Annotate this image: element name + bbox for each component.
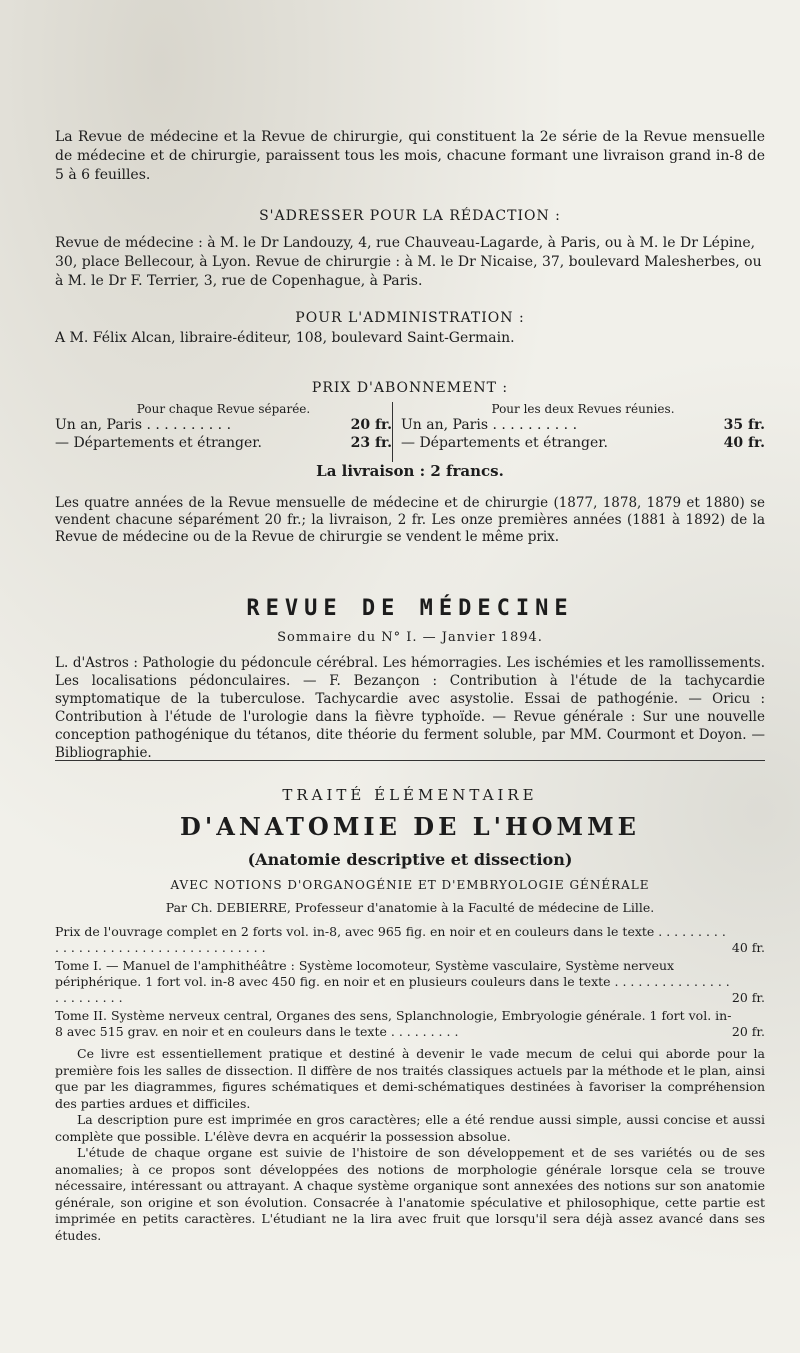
prix-row bbox=[55, 416, 392, 434]
price-list bbox=[55, 924, 765, 1040]
body-paragraph: L'étude de chaque organe est suivie de l'histoire de son développement et de ses variétés ou de ses anomalies; à ce propos sont développées des notions de morphologie générale lorsque cela se trouve nécessaire, intéressant ou attrayant. A chaque système organique sont annexées des notions sur son anatomie générale, son origine et son évolution. Consacrée à l'anatomie spéculative et philosophique, cette partie est imprimée en petits caractères. L'étudiant ne la lira avec fruit que lorsqu'il sera déjà assez avancé dans ses études. bbox=[55, 1145, 765, 1243]
prix-combined bbox=[401, 402, 765, 452]
prix-combined-subtitle: Pour les deux Revues réunies. bbox=[491, 402, 675, 416]
prix-label: — Départements et étranger. bbox=[55, 435, 262, 451]
prix-row bbox=[401, 434, 765, 452]
intro-paragraph: La Revue de médecine et la Revue de chirurgie, qui constituent la 2e série de la Revue mensuelle de médecine et de chirurgie, paraissent tous les mois, chacune formant une livraison grand in-8 de 5 à 6 feuilles. bbox=[55, 129, 765, 183]
price-description: Prix de l'ouvrage complet en 2 forts vol. in-8, avec 965 fig. en noir et en couleurs dans le texte . . . . . . . . . . . . . . . . . . . . . . . . . . . . . . . . . . . . bbox=[55, 924, 726, 955]
author-line: Par Ch. DEBIERRE, Professeur d'anatomie à la Faculté de médecine de Lille. bbox=[165, 900, 655, 915]
price-value: 20 fr. bbox=[731, 990, 765, 1005]
prix-value: 20 fr. bbox=[350, 417, 392, 433]
sommaire-text: L. d'Astros : Pathologie du pédoncule cérébral. Les hémorragies. Les ischémies et les ramollissements. Les localisations pédonculaires. — F. Bezançon : Contribution à l'étude de la tachycardie symptomatique de la tuberculose. Tachycardie avec asystolie. Essai de pathogénie. — Oricu : Contribution à l'étude de l'urologie dans la fièvre typhoïde. — Revue générale : Sur une nouvelle conception pathogénique du tétanos, dite théorie du ferment soluble, par MM. Courmont et Doyon. — Bibliographie. bbox=[55, 655, 765, 761]
price-row bbox=[55, 924, 765, 956]
prix-value: 23 fr. bbox=[350, 435, 392, 451]
price-description: Tome I. — Manuel de l'amphithéâtre : Système locomoteur, Système vasculaire, Système nerveux périphérique. 1 fort vol. in-8 avec 450 fig. en noir et en plusieurs couleurs dans le texte . . . . . . . . . . . . . . . . . . . . . . . . bbox=[55, 958, 730, 1005]
prix-separate bbox=[55, 402, 392, 452]
prix-label: Un an, Paris . . . . . . . . . . bbox=[401, 417, 578, 433]
prix-row bbox=[401, 416, 765, 434]
prix-heading: PRIX D'ABONNEMENT : bbox=[311, 380, 509, 396]
body-paragraph: Ce livre est essentiellement pratique et destiné à devenir le vade mecum de celui qui aborde pour la première fois les salles de dissection. Il diffère de nos traités classiques actuels par la méthode et le plan, ainsi que par les diagrammes, figures schématiques et demi-schématiques destinées à favoriser la compréhension des parties ardues et difficiles. bbox=[55, 1046, 765, 1111]
price-description: Tome II. Système nerveux central, Organes des sens, Splanchnologie, Embryologie générale. 1 fort vol. in-8 avec 515 grav. en noir et en couleurs dans le texte . . . . . . . . . bbox=[55, 1008, 732, 1039]
anciennes-annees-paragraph: Les quatre années de la Revue mensuelle de médecine et de chirurgie (1877, 1878, 1879 et 1880) se vendent chacune séparément 20 fr.; la livraison, 2 fr. Les onze premières années (1881 à 1892) de la Revue de médecine ou de la Revue de chirurgie se vendent le même prix. bbox=[55, 495, 765, 545]
anatomie-title: D'ANATOMIE DE L'HOMME bbox=[180, 812, 640, 841]
prix-separate-subtitle: Pour chaque Revue séparée. bbox=[136, 402, 311, 416]
body-paragraph: La description pure est imprimée en gros caractères; elle a été rendue aussi simple, aussi concise et aussi complète que possible. L'élève devra en acquérir la possession absolue. bbox=[55, 1112, 765, 1144]
administration-heading: POUR L'ADMINISTRATION : bbox=[295, 310, 525, 326]
traite-heading: TRAITÉ ÉLÉMENTAIRE bbox=[282, 786, 538, 804]
price-value: 20 fr. bbox=[731, 1024, 765, 1039]
prix-row bbox=[55, 434, 392, 452]
redaction-heading: S'ADRESSER POUR LA RÉDACTION : bbox=[259, 208, 561, 224]
description-body bbox=[55, 1046, 765, 1244]
prix-value: 35 fr. bbox=[723, 417, 765, 433]
price-value: 40 fr. bbox=[731, 940, 765, 955]
prix-value: 40 fr. bbox=[723, 435, 765, 451]
livraison-price: La livraison : 2 francs. bbox=[316, 462, 504, 480]
revue-title: REVUE DE MÉDECINE bbox=[246, 596, 574, 621]
divider-rule bbox=[55, 760, 765, 761]
price-row bbox=[55, 1008, 765, 1040]
administration-text: A M. Félix Alcan, libraire-éditeur, 108, boulevard Saint-Germain. bbox=[55, 330, 515, 346]
sommaire-heading: Sommaire du N° I. — Janvier 1894. bbox=[277, 630, 543, 645]
prix-divider bbox=[392, 402, 393, 462]
notions-line: AVEC NOTIONS D'ORGANOGÉNIE ET D'EMBRYOLOGIE GÉNÉRALE bbox=[170, 878, 650, 892]
price-row bbox=[55, 958, 765, 1006]
redaction-text: Revue de médecine : à M. le Dr Landouzy, 4, rue Chauveau-Lagarde, à Paris, ou à M. le Dr Lépine, 30, place Bellecour, à Lyon. Revue de chirurgie : à M. le Dr Nicaise, 37, boulevard Malesherbes, ou à M. le Dr F. Terrier, 3, rue de Copenhague, à Paris. bbox=[55, 235, 762, 289]
anatomie-subtitle: (Anatomie descriptive et dissection) bbox=[247, 850, 573, 869]
prix-label: Un an, Paris . . . . . . . . . . bbox=[55, 417, 232, 433]
prix-label: — Départements et étranger. bbox=[401, 435, 608, 451]
